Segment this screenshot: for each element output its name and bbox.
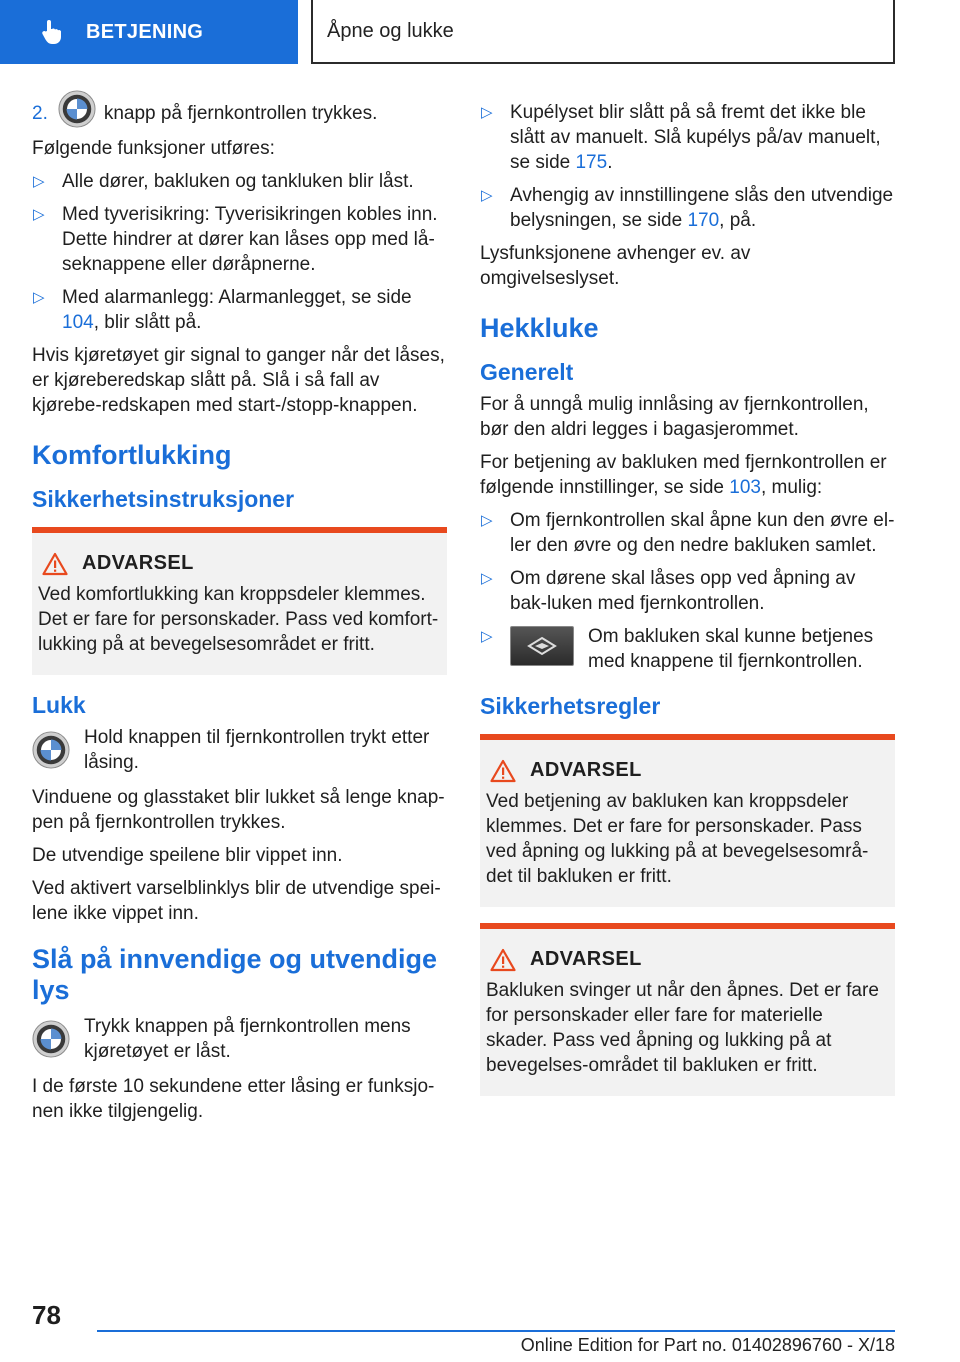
right-column <box>480 100 895 1112</box>
lukk-paragraph: Vinduene og glasstaket blir lukket så lenge knap-pen på fjernkontrollen trykkes. <box>32 787 445 833</box>
heading-lys: Slå på innvendige og utvendige lys <box>32 944 438 1005</box>
remote-key-icon <box>58 90 96 128</box>
step-2 <box>32 100 447 128</box>
header-chapter-title: Åpne og lukke <box>311 0 895 64</box>
remote-key-icon <box>32 1020 70 1058</box>
list-item: ▷ Kupélyset blir slått på så fremt det ikke ble slått av manuelt. Slå kupélys på/av manuelt, se side 175. <box>481 102 881 173</box>
warning-triangle-icon <box>490 759 516 783</box>
list-item: ▷ Alle dører, bakluken og tankluken blir låst. <box>33 171 414 192</box>
bullet-triangle-icon: ▷ <box>481 104 493 121</box>
signal-paragraph: Hvis kjøretøyet gir signal to ganger når det låses, er kjøreberedskap slått på. Slå i så fall av kjørebe-redskapen med start-/stopp-knappen. <box>32 345 445 416</box>
bullet-triangle-icon: ▷ <box>33 289 45 306</box>
warning-box <box>480 734 895 907</box>
footer-edition: Online Edition for Part no. 01402896760 - X/18 <box>520 1335 895 1355</box>
header-section-label: BETJENING <box>86 20 204 43</box>
warning-label: ADVARSEL <box>530 948 642 970</box>
page-link[interactable]: 104 <box>62 312 94 333</box>
footer-divider <box>97 1330 895 1332</box>
step-text: knapp på fjernkontrollen trykkes. <box>103 103 378 125</box>
hand-pointer-icon <box>38 18 66 46</box>
lukk-paragraph: De utvendige speilene blir vippet inn. <box>32 845 343 866</box>
remote-key-icon <box>32 731 70 769</box>
lukk-paragraph: Ved aktivert varselblinklys blir de utvendige spei-lene ikke vippet inn. <box>32 878 441 924</box>
warning-label: ADVARSEL <box>82 552 194 574</box>
bullet-triangle-icon: ▷ <box>481 628 493 645</box>
bullet-triangle-icon: ▷ <box>33 206 45 223</box>
functions-intro: Følgende funksjoner utføres: <box>32 138 275 159</box>
heading-hekkluke: Hekkluke <box>480 313 599 343</box>
heading-generelt: Generelt <box>480 359 574 385</box>
page-link[interactable]: 175 <box>575 152 608 173</box>
tailgate-button-icon <box>510 626 574 666</box>
lukk-key-row: Hold knappen til fjernkontrollen trykt etter låsing. <box>32 725 447 775</box>
heading-sikkerhetsinstruksjoner: Sikkerhetsinstruksjoner <box>32 486 295 512</box>
left-column <box>32 100 447 1132</box>
heading-sikkerhetsregler: Sikkerhetsregler <box>480 693 661 719</box>
page-link[interactable]: 103 <box>729 477 761 498</box>
list-item: ▷ Med alarmanlegg: Alarmanlegget, se side 104, blir slått på. <box>33 287 412 333</box>
list-item: ▷ Om fjernkontrollen skal åpne kun den øvre el-ler den øvre og den nedre bakluken samlet. <box>481 510 895 556</box>
list-item: ▷ Om bakluken skal kunne betjenes med knappene til fjernkontrollen. <box>481 626 874 672</box>
bullet-triangle-icon: ▷ <box>481 512 493 529</box>
bullet-triangle-icon: ▷ <box>481 570 493 587</box>
generelt-paragraph: For betjening av bakluken med fjernkontrollen er følgende innstillinger, se side 103, mulig: <box>480 452 887 498</box>
warning-label: ADVARSEL <box>530 759 642 781</box>
header-section-tab <box>0 0 298 64</box>
lys-paragraph: I de første 10 sekundene etter låsing er funksjo-nen ikke tilgjengelig. <box>32 1076 435 1122</box>
bullet-triangle-icon: ▷ <box>33 173 45 190</box>
list-item: ▷ Om dørene skal låses opp ved åpning av bak-luken med fjernkontrollen. <box>481 568 856 614</box>
heading-lukk: Lukk <box>32 692 86 718</box>
step-number: 2. <box>32 103 48 125</box>
warning-box <box>32 527 447 675</box>
warning-triangle-icon <box>42 552 68 576</box>
bullet-triangle-icon: ▷ <box>481 187 493 204</box>
lys-key-row: Trykk knappen på fjernkontrollen mens kjøretøyet er låst. <box>32 1014 447 1064</box>
warning-text: Bakluken svinger ut når den åpnes. Det er fare for personskader eller fare for materielle skader. Pass ved åpning og lukking på at bevegelses-området til bakluken er fritt. <box>486 980 879 1076</box>
generelt-paragraph: For å unngå mulig innlåsing av fjernkontrollen, bør den aldri legges i bagasjerommet. <box>480 394 869 440</box>
list-item: ▷ Avhengig av innstillingene slås den utvendige belysningen, se side 170, på. <box>481 185 894 231</box>
list-item: ▷ Med tyverisikring: Tyverisikringen kobles inn. Dette hindrer at dører kan låses opp med lå-seknappene eller døråpnerne. <box>33 204 438 275</box>
warning-box <box>480 923 895 1096</box>
lysfunksjoner-paragraph: Lysfunksjonene avhenger ev. av omgivelseslyset. <box>480 243 751 289</box>
warning-text: Ved komfortlukking kan kroppsdeler klemmes. Det er fare for personskader. Pass ved komfort-lukking på at bevegelsesområdet er fritt. <box>38 584 439 655</box>
page-link[interactable]: 170 <box>687 210 720 231</box>
warning-text: Ved betjening av bakluken kan kroppsdeler klemmes. Det er fare for personskader. Pass ved åpning og lukking på at bevegelsesområ-det til bakluken er fritt. <box>486 791 869 887</box>
heading-komfortlukking: Komfortlukking <box>32 440 232 470</box>
page-number: 78 <box>32 1300 61 1330</box>
warning-triangle-icon <box>490 948 516 972</box>
